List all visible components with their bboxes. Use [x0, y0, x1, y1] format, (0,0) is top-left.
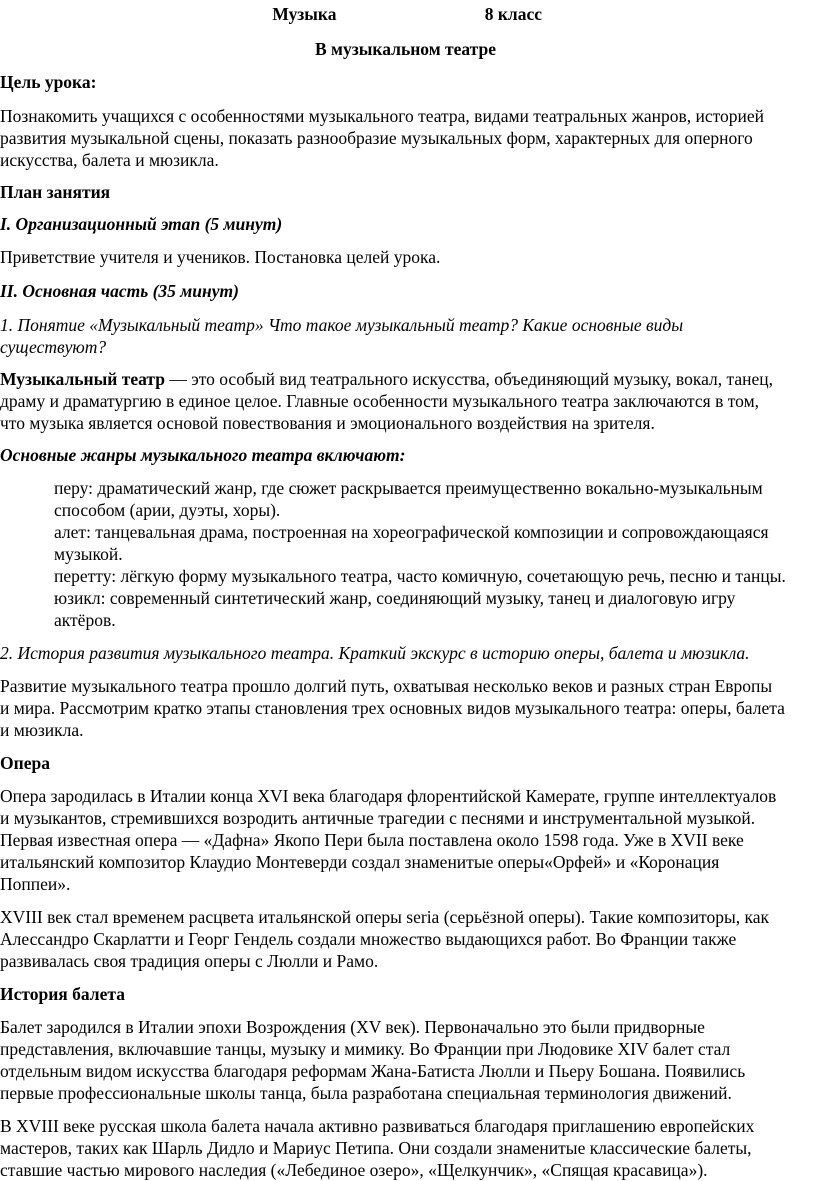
history-intro-line: Развитие музыкального театра прошло долгий путь, охватывая несколько веков и разных стран Европы [0, 676, 773, 696]
opera-para-line: Поппеи». [0, 874, 71, 894]
stage1-heading: I. Организационный этап (5 минут) [0, 214, 283, 234]
opera-para-line: Первая известная опера — «Дафна» Якопо Пери была поставлена около 1598 года. Уже в XVII веке [0, 830, 744, 850]
goal-text-line: Познакомить учащихся с особенностями музыкального театра, видами театральных жанров, историей [0, 106, 765, 126]
ballet-heading: История балета [0, 984, 125, 1004]
opera-para-line: и музыкантов, стремившихся возродить античные трагедии с песнями и инструментальной музыкой. [0, 808, 756, 828]
subject-label: Музыка [272, 4, 337, 24]
opera-heading: Опера [0, 753, 50, 773]
ballet-para-line: Балет зародился в Италии эпохи Возрождения (XV век). Первоначально это были придворные [0, 1017, 705, 1037]
opera-para-line: итальянский композитор Клаудио Монтеверди создал знаменитые оперы«Орфей» и «Коронация [0, 852, 720, 872]
opera-para-line: XVIII век стал временем расцвета итальянской оперы seria (серьёзной оперы). Такие композиторы, как [0, 907, 769, 927]
genre-list-line: юзикл: современный синтетический жанр, соединяющий музыку, танец и диалоговую игру [54, 588, 736, 608]
opera-para-line: развивалась своя традиция оперы с Люлли и Рамо. [0, 951, 379, 971]
page-title: В музыкальном театре [315, 39, 496, 59]
history-heading: 2. История развития музыкального театра. Краткий экскурс в историю оперы, балета и мюзикла. [0, 643, 750, 663]
definition-line: драму и драматургию в единое целое. Главные особенности музыкального театра заключаются в том, [0, 391, 760, 411]
stage2-heading: II. Основная часть (35 минут) [0, 281, 239, 301]
goal-heading: Цель урока: [0, 72, 97, 92]
genre-list-line: способом (арии, дуэты, хоры). [54, 500, 281, 520]
genre-list-line: перу: драматический жанр, где сюжет раскрывается преимущественно вокально-музыкальным [54, 478, 763, 498]
history-intro-line: и мюзикла. [0, 720, 84, 740]
concept-heading-line: 1. Понятие «Музыкальный театр» Что такое музыкальный театр? Какие основные виды [0, 315, 684, 335]
ballet-para-line: ставшие частью мирового наследия («Лебединое озеро», «Щелкунчик», «Спящая красавица»). [0, 1160, 708, 1180]
definition-text: — это особый вид театрального искусства, объединяющий музыку, вокал, танец, [164, 369, 773, 389]
history-intro-line: и мира. Рассмотрим кратко этапы становления трех основных видов музыкального театра: оперы, балета [0, 698, 785, 718]
stage1-text: Приветствие учителя и учеников. Постановка целей урока. [0, 247, 441, 267]
opera-para-line: Алессандро Скарлатти и Георг Гендель создали множество выдающихся работ. Во Франции также [0, 929, 737, 949]
ballet-para-line: мастеров, таких как Шарль Дидло и Мариус Петипа. Они создали знаменитые классические балеты, [0, 1138, 752, 1158]
ballet-para-line: отдельным видом искусства благодаря реформам Жана-Батиста Люлли и Пьеру Бошана. Появились [0, 1061, 746, 1081]
ballet-para-line: представления, включавшие танцы, музыку и мимику. Во Франции при Людовике XIV балет стал [0, 1039, 731, 1059]
genre-list-line: музыкой. [54, 544, 123, 564]
definition-line: что музыка является основой повествования и эмоционального воздействия на зрителя. [0, 413, 655, 433]
genre-list-line: алет: танцевальная драма, построенная на хореографической композиции и сопровождающаяся [54, 522, 769, 542]
grade-label: 8 класс [484, 4, 542, 24]
genres-heading: Основные жанры музыкального театра включают: [0, 445, 406, 465]
opera-para-line: Опера зародилась в Италии конца XVI века благодаря флорентийской Камерате, группе интеллектуалов [0, 786, 777, 806]
definition-term: Музыкальный театр [0, 369, 165, 389]
ballet-para-line: В XVIII веке русская школа балета начала активно развиваться благодаря приглашению европейских [0, 1116, 755, 1136]
genre-list-line: актёров. [54, 610, 116, 630]
genre-list-line: перетту: лёгкую форму музыкального театра, часто комичную, сочетающую речь, песню и танцы. [54, 566, 786, 586]
goal-text-line: искусства, балета и мюзикла. [0, 150, 219, 170]
ballet-para-line: первые профессиональные школы танца, была разработана специальная терминология движений. [0, 1083, 732, 1103]
concept-heading-line: существуют? [0, 337, 107, 357]
plan-heading: План занятия [0, 182, 111, 202]
goal-text-line: развития музыкальной сцены, показать разнообразие музыкальных форм, характерных для оперного [0, 128, 753, 148]
definition-line [0, 368, 773, 390]
